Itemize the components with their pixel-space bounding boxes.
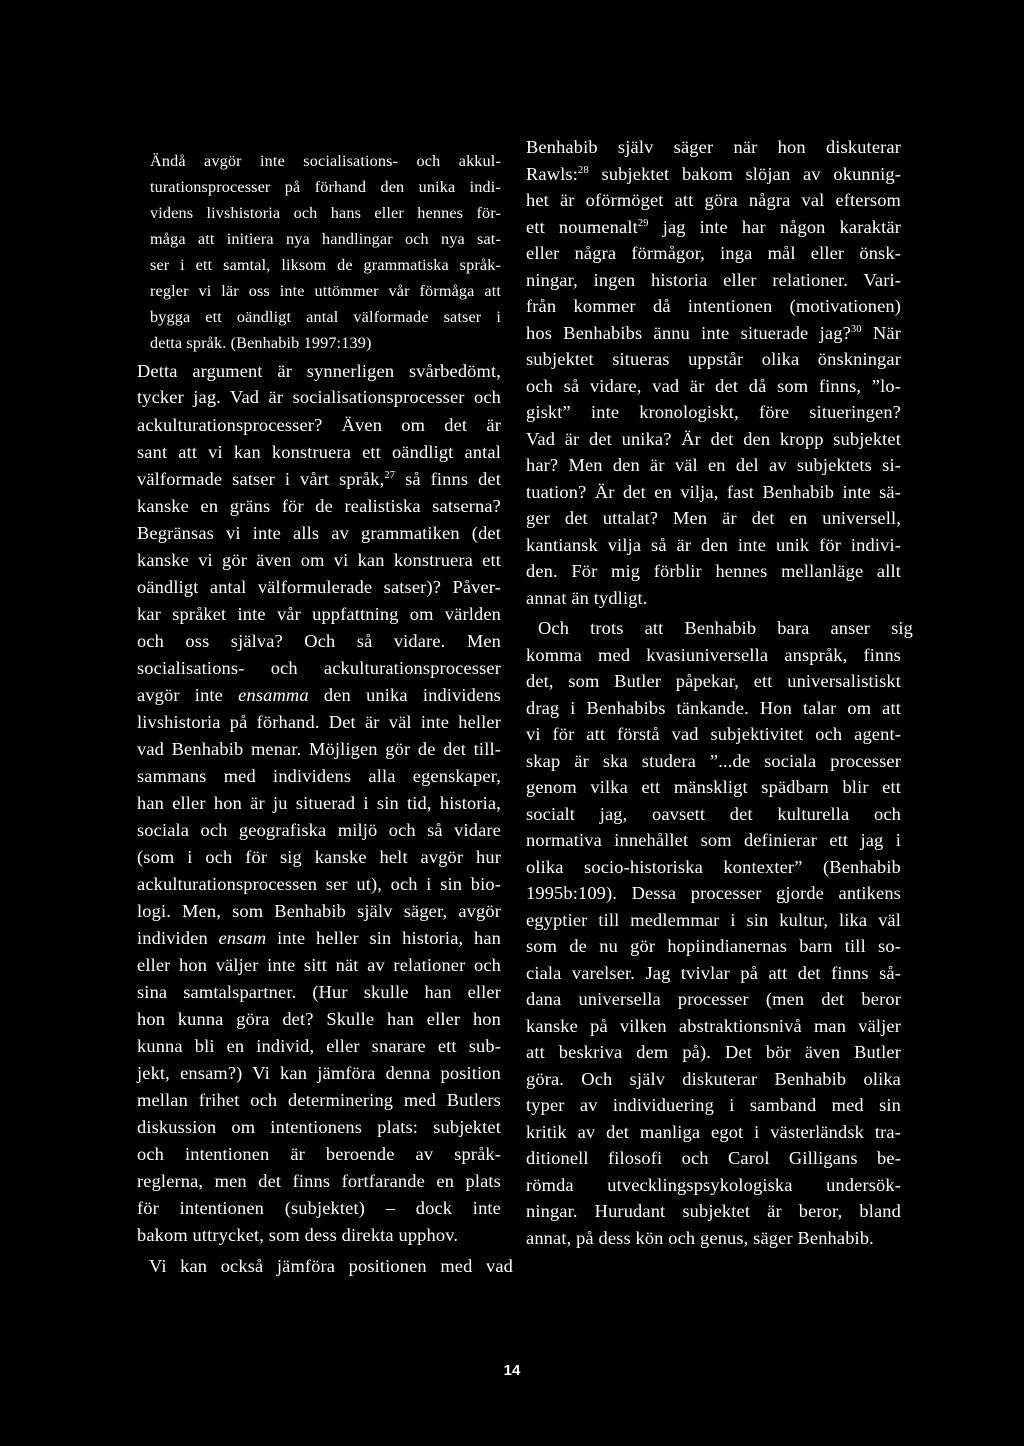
- body-line: den. För mig förblir hennes mellanläge allt: [526, 561, 901, 581]
- body-line: diskussion om intentionens plats: subjektet: [137, 1117, 501, 1137]
- body-line: het är oförmöget att göra några val eftersom: [526, 190, 901, 210]
- body-line: reglerna, men det finns fortfarande en plats: [137, 1171, 501, 1191]
- body-line: han eller hon är ju situerad i sin tid, historia,: [137, 793, 501, 813]
- body-line: eller några förmågor, inga mål eller önsk-: [526, 243, 901, 263]
- body-line: Och trots att Benhabib bara anser sig: [538, 618, 913, 638]
- body-line: vad Benhabib menar. Möjligen gör de det till-: [137, 739, 501, 759]
- body-line: kar språket inte vår uppfattning om världen: [137, 604, 501, 624]
- body-line: Begränsas vi inte alls av grammatiken (det: [137, 523, 501, 543]
- body-line: ningar, ingen historia eller relationer. Vari-: [526, 270, 901, 290]
- body-line: typer av individuering i samband med sin: [526, 1095, 901, 1115]
- body-line: ningar. Hurudant subjektet är beror, bland: [526, 1201, 901, 1221]
- body-line: sociala och geografiska miljö och så vidare: [137, 820, 501, 840]
- page-number: 14: [503, 1362, 521, 1379]
- quote-line: detta språk. (Benhabib 1997:139): [150, 334, 372, 352]
- body-line: kantiansk vilja så är den inte unik för indivi-: [526, 535, 901, 555]
- body-line: sammans med individens alla egenskaper,: [137, 766, 501, 786]
- body-line: sina samtalspartner. (Hur skulle han eller: [137, 982, 501, 1002]
- body-line: sant att vi kan konstruera ett oändligt antal: [137, 442, 501, 462]
- body-line: hon kunna göra det? Skulle han eller hon: [137, 1009, 501, 1029]
- body-line: kanske på vilken abstraktionsnivå man väljer: [526, 1016, 901, 1036]
- body-line: subjektet situeras uppstår olika önskningar: [526, 349, 901, 369]
- body-line: välformade satser i vårt språk,$^{27}$ så finns det: [137, 469, 501, 489]
- body-line: från kommer då intentionen (motivationen): [526, 296, 901, 316]
- body-line: kanske vi gör även om vi kan konstruera ett: [137, 550, 501, 570]
- body-line: skap är ska studera ”...de sociala processer: [526, 751, 901, 771]
- body-line: kritik av det manliga egot i västerländsk tra-: [526, 1122, 901, 1142]
- body-line: normativa innehållet som definierar ett jag i: [526, 830, 901, 850]
- body-line: (som i och för sig kanske helt avgör hur: [137, 847, 501, 867]
- body-line: ger det uttalat? Men är det en universell,: [526, 508, 901, 528]
- body-line: ett noumenalt$^{29}$ jag inte har någon karaktär: [526, 217, 901, 237]
- body-line: det, som Butler påpekar, ett universalistiskt: [526, 671, 901, 691]
- body-line: Vi kan också jämföra positionen med vad: [149, 1256, 513, 1276]
- body-line: jekt, ensam?) Vi kan jämföra denna position: [137, 1063, 501, 1083]
- body-line: för intentionen (subjektet) – dock inte: [137, 1198, 501, 1218]
- body-line: vi för att förstå vad subjektivitet och agent-: [526, 724, 901, 744]
- body-line: göra. Och själv diskuterar Benhabib olika: [526, 1069, 901, 1089]
- body-line: drag i Benhabibs tänkande. Hon talar om att: [526, 698, 901, 718]
- body-line: tycker jag. Vad är socialisationsprocesser och: [137, 387, 501, 407]
- body-line: dana universella processer (men det beror: [526, 989, 901, 1009]
- quote-line: regler vi lär oss inte uttömmer vår förmåga att: [150, 282, 501, 300]
- body-line: och intentionen är beroende av språk-: [137, 1144, 501, 1164]
- body-line: individen ensam inte heller sin historia, han: [137, 928, 501, 948]
- body-line: socialisations- och ackulturationsprocesser: [137, 658, 501, 678]
- quote-line: ser i ett samtal, liksom de grammatiska språk-: [150, 256, 501, 274]
- body-line: kanske en gräns för de realistiska satserna?: [137, 496, 501, 516]
- body-line: genom vilka ett mänskligt spädbarn blir ett: [526, 777, 901, 797]
- body-line: 1995b:109). Dessa processer gjorde antikens: [526, 883, 901, 903]
- quote-line: bygga ett oändligt antal välformade satser i: [150, 308, 501, 326]
- quote-line: Ändå avgör inte socialisations- och akkul-: [150, 152, 501, 170]
- body-line: eller hon väljer inte sitt nät av relationer och: [137, 955, 501, 975]
- body-line: olika socio-historiska kontexter” (Benhabib: [526, 857, 901, 877]
- body-line: hos Benhabibs ännu inte situerade jag?$^{30}$ När: [526, 323, 902, 343]
- body-line: avgör inte ensamma den unika individens: [137, 685, 501, 705]
- body-line: socialt jag, oavsett det kulturella och: [526, 804, 901, 824]
- body-line: kunna bli en individ, eller snarare ett sub-: [137, 1036, 501, 1056]
- body-line: annat än tydligt.: [526, 588, 648, 608]
- body-line: Rawls:$^{28}$ subjektet bakom slöjan av okunnig-: [526, 164, 901, 184]
- body-line: oändligt antal välformulerade satser)? Påver-: [137, 577, 501, 597]
- body-line: och oss själva? Och så vidare. Men: [137, 631, 501, 651]
- quote-line: turationsprocesser på förhand den unika indi-: [150, 178, 501, 196]
- body-line: bakom uttrycket, som dess direkta upphov.: [137, 1225, 459, 1245]
- body-line: ackulturationsprocesser? Även om det är: [137, 415, 501, 435]
- body-line: egyptier till medlemmar i sin kultur, lika väl: [526, 910, 901, 930]
- body-line: annat, på dess kön och genus, säger Benhabib.: [526, 1228, 874, 1248]
- body-line: römda utvecklingspsykologiska undersök-: [526, 1175, 901, 1195]
- body-line: ditionell filosofi och Carol Gilligans be-: [526, 1148, 901, 1168]
- body-line: ciala varelser. Jag tvivlar på att det finns så-: [526, 963, 901, 983]
- quote-line: måga att initiera nya handlingar och nya sat-: [150, 230, 501, 248]
- body-line: ackulturationsprocessen ser ut), och i sin bio-: [137, 874, 501, 894]
- body-line: att beskriva dem på). Det bör även Butler: [526, 1042, 901, 1062]
- body-line: som de nu gör hopiindianernas barn till so-: [526, 936, 901, 956]
- body-line: tuation? Är det en vilja, fast Benhabib inte sä-: [526, 482, 901, 502]
- body-line: komma med kvasiuniversella anspråk, finns: [526, 645, 901, 665]
- body-line: giskt” inte kronologiskt, före situeringen?: [526, 402, 901, 422]
- body-line: livshistoria på förhand. Det är väl inte heller: [137, 712, 501, 732]
- quote-line: videns livshistoria och hans eller hennes för-: [150, 204, 501, 222]
- body-line: Vad är det unika? Är det den kropp subjektet: [526, 429, 901, 449]
- body-line: Benhabib själv säger när hon diskuterar: [526, 137, 901, 157]
- body-line: och så vidare, vad är det då som finns, ”lo-: [526, 376, 901, 396]
- body-line: Detta argument är synnerligen svårbedömt,: [137, 361, 501, 381]
- body-line: logi. Men, som Benhabib själv säger, avgör: [137, 901, 501, 921]
- body-line: mellan frihet och determinering med Butlers: [137, 1090, 501, 1110]
- body-line: har? Men den är väl en del av subjektets si-: [526, 455, 901, 475]
